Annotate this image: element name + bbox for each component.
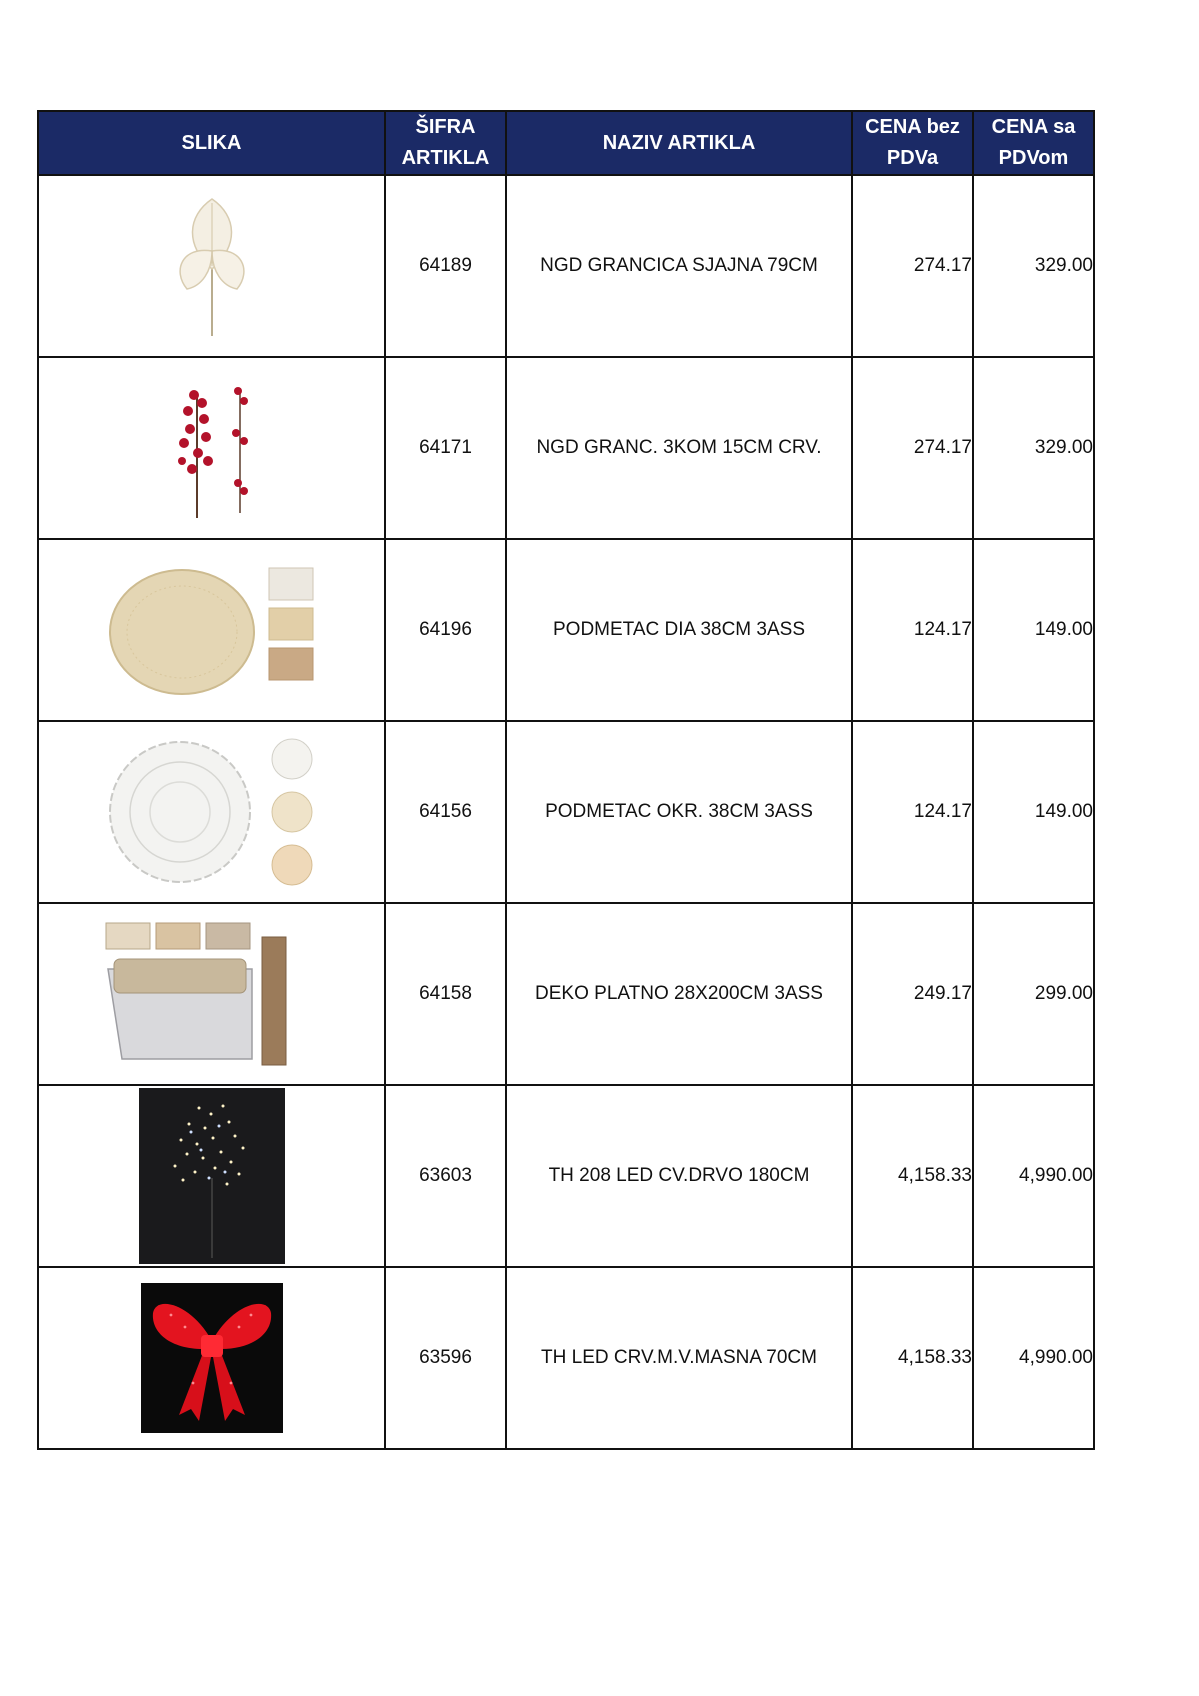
- price-table: [37, 110, 1095, 1450]
- product-image-cell: [38, 357, 385, 539]
- product-name: TH LED CRV.M.V.MASNA 70CM: [506, 1267, 852, 1449]
- price-net: 124.17: [852, 539, 973, 721]
- price-gross: 149.00: [973, 721, 1094, 903]
- header-row: [38, 111, 1094, 175]
- price-gross: 329.00: [973, 357, 1094, 539]
- round-gold-placemat-image: [107, 560, 317, 700]
- table-row: [38, 721, 1094, 903]
- product-name: NGD GRANCICA SJAJNA 79CM: [506, 175, 852, 357]
- header-price-net-line1: CENA bez: [865, 116, 960, 138]
- product-code: 63596: [385, 1267, 506, 1449]
- scalloped-white-placemat-image: [102, 737, 322, 887]
- product-image-cell: [38, 903, 385, 1085]
- product-image-cell: [38, 539, 385, 721]
- product-name: NGD GRANC. 3KOM 15CM CRV.: [506, 357, 852, 539]
- header-price-gross-line1: CENA sa: [991, 116, 1076, 138]
- product-image-cell: [38, 175, 385, 357]
- price-net: 4,158.33: [852, 1267, 973, 1449]
- deco-fabric-roll-display-image: [102, 919, 322, 1069]
- header-code-line1: ŠIFRA: [415, 116, 476, 138]
- price-net: 274.17: [852, 357, 973, 539]
- product-name: PODMETAC OKR. 38CM 3ASS: [506, 721, 852, 903]
- white-glitter-leaf-branch-image: [167, 191, 257, 341]
- product-image-cell: [38, 721, 385, 903]
- product-name: TH 208 LED CV.DRVO 180CM: [506, 1085, 852, 1267]
- led-tree-photo-image: [139, 1088, 285, 1264]
- red-led-bow-photo-image: [141, 1283, 283, 1433]
- price-net: 274.17: [852, 175, 973, 357]
- price-gross: 149.00: [973, 539, 1094, 721]
- header-price-net-line2: PDVa: [886, 147, 939, 169]
- product-image-cell: [38, 1267, 385, 1449]
- product-image-cell: [38, 1085, 385, 1267]
- price-net: 124.17: [852, 721, 973, 903]
- table-row: [38, 903, 1094, 1085]
- header-code-line2: ARTIKLA: [401, 147, 490, 169]
- table-row: [38, 539, 1094, 721]
- product-code: 64158: [385, 903, 506, 1085]
- product-name: PODMETAC DIA 38CM 3ASS: [506, 539, 852, 721]
- table-row: [38, 1085, 1094, 1267]
- red-berry-branch-image: [162, 373, 262, 523]
- product-code: 64196: [385, 539, 506, 721]
- table-row: [38, 357, 1094, 539]
- table-row: [38, 1267, 1094, 1449]
- product-name: DEKO PLATNO 28X200CM 3ASS: [506, 903, 852, 1085]
- header-name: NAZIV ARTIKLA: [506, 111, 852, 175]
- header-image: SLIKA: [38, 111, 385, 175]
- header-price-net: [852, 111, 973, 175]
- price-gross: 299.00: [973, 903, 1094, 1085]
- price-gross: 4,990.00: [973, 1267, 1094, 1449]
- table-row: [38, 175, 1094, 357]
- header-price-gross-line2: PDVom: [998, 147, 1069, 169]
- product-code: 64156: [385, 721, 506, 903]
- price-net: 249.17: [852, 903, 973, 1085]
- header-price-gross: [973, 111, 1094, 175]
- product-code: 64189: [385, 175, 506, 357]
- price-gross: 4,990.00: [973, 1085, 1094, 1267]
- price-net: 4,158.33: [852, 1085, 973, 1267]
- header-code: [385, 111, 506, 175]
- price-gross: 329.00: [973, 175, 1094, 357]
- product-code: 63603: [385, 1085, 506, 1267]
- product-code: 64171: [385, 357, 506, 539]
